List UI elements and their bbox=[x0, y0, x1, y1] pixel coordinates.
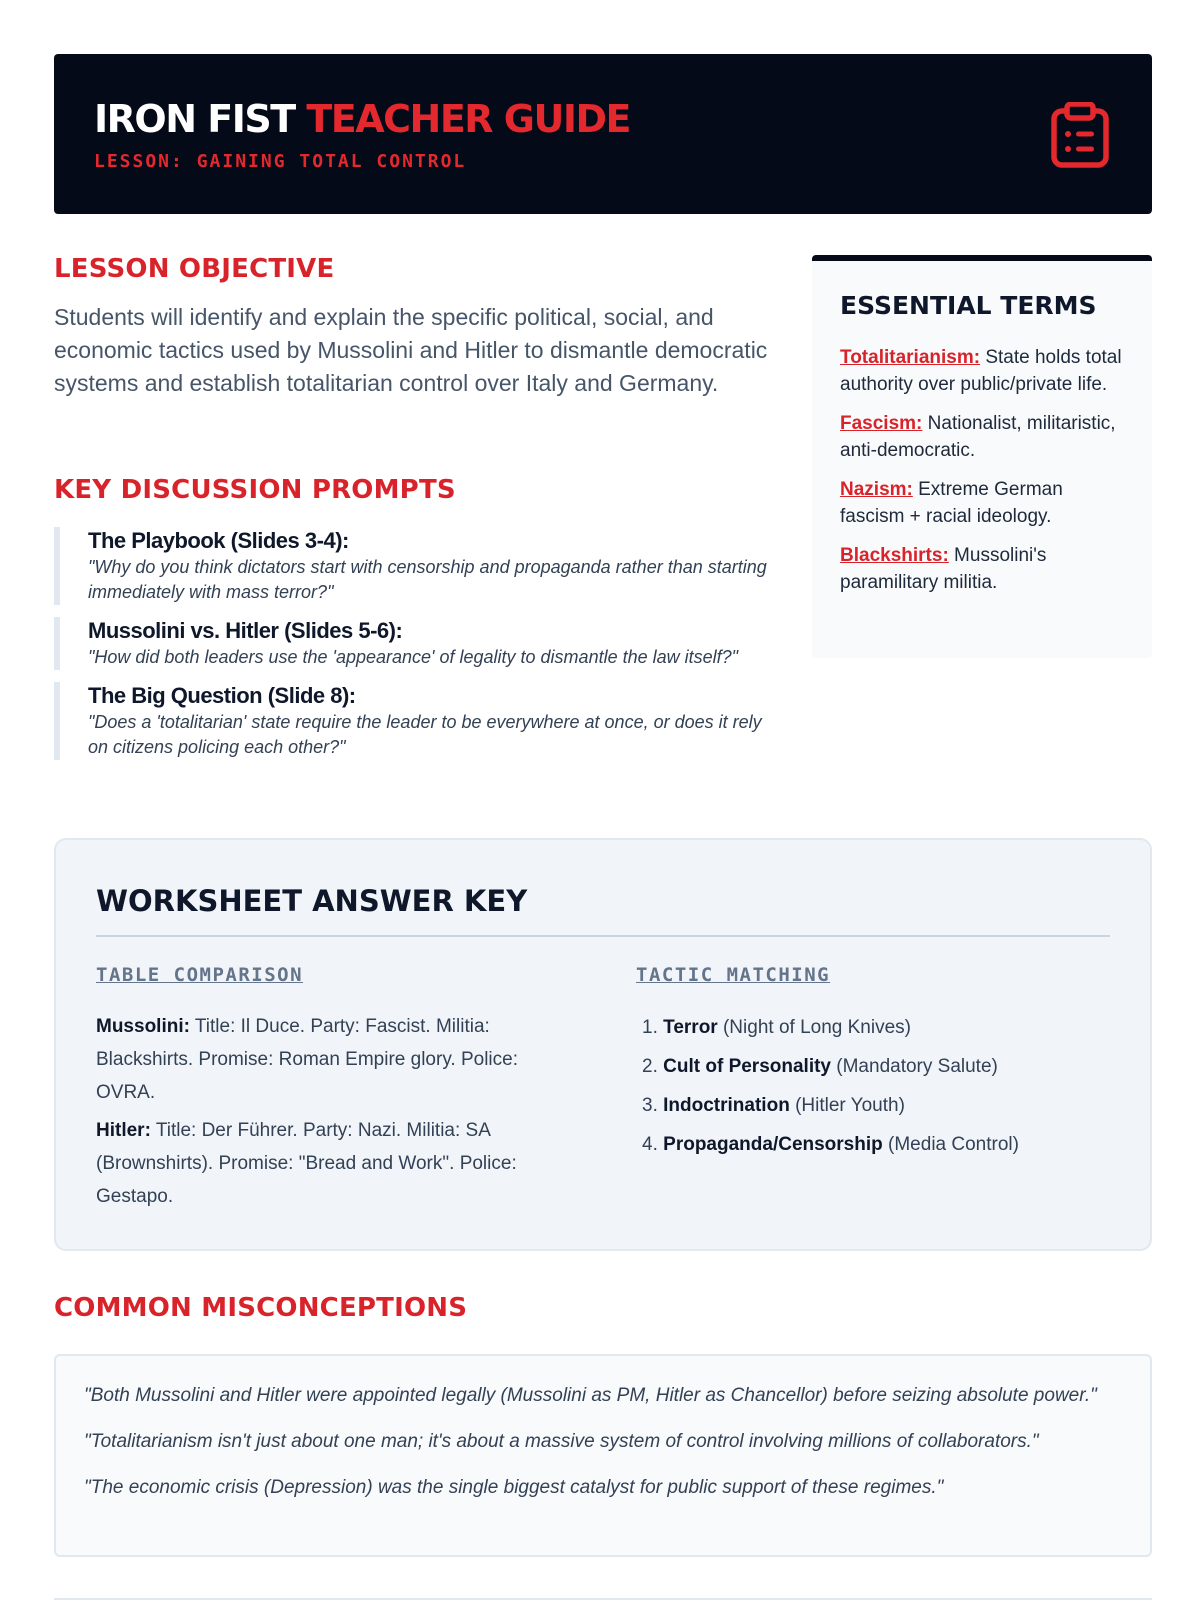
prompts-heading: KEY DISCUSSION PROMPTS bbox=[54, 475, 456, 505]
term-item bbox=[840, 410, 1124, 464]
tactic-matching-label: TACTIC MATCHING bbox=[636, 964, 831, 986]
essential-terms-card bbox=[812, 255, 1152, 658]
matching-number: 4. bbox=[642, 1134, 658, 1155]
prompt-item bbox=[54, 617, 774, 670]
term-item bbox=[840, 344, 1124, 398]
comparison-row bbox=[96, 1010, 556, 1109]
title-main: IRON FIST bbox=[94, 97, 307, 141]
misconceptions-card bbox=[54, 1354, 1152, 1557]
table-comparison bbox=[96, 1010, 556, 1218]
table-comparison-label: TABLE COMPARISON bbox=[96, 964, 304, 986]
header-banner bbox=[54, 54, 1152, 214]
answer-key-divider bbox=[96, 935, 1110, 937]
matching-number: 2. bbox=[642, 1056, 658, 1077]
matching-tactic: Terror bbox=[663, 1017, 718, 1038]
misconception-quote: "Both Mussolini and Hitler were appointed legally (Mussolini as PM, Hitler as Chancellor) before seizing absolute power." bbox=[84, 1385, 1097, 1406]
term-name: Nazism: bbox=[840, 479, 913, 500]
title-accent: TEACHER GUIDE bbox=[306, 97, 630, 141]
matching-example: (Media Control) bbox=[882, 1134, 1019, 1155]
objective-heading: LESSON OBJECTIVE bbox=[54, 254, 335, 284]
misconception-quote: "The economic crisis (Depression) was the single biggest catalyst for public support of these regimes." bbox=[84, 1477, 944, 1498]
term-definition: Extreme German fascism + racial ideology. bbox=[840, 479, 1063, 527]
terms-heading: ESSENTIAL TERMS bbox=[840, 291, 1097, 320]
comparison-text: Title: Il Duce. Party: Fascist. Militia: Blackshirts. Promise: Roman Empire glory. Police: OVRA. bbox=[96, 1016, 518, 1103]
matching-item bbox=[636, 1125, 1096, 1164]
prompt-title: The Playbook (Slides 3-4): bbox=[88, 528, 349, 553]
matching-example: (Night of Long Knives) bbox=[717, 1017, 911, 1038]
matching-example: (Hitler Youth) bbox=[789, 1095, 905, 1116]
prompt-quote: "Why do you think dictators start with censorship and propaganda rather than starting immediately with mass terror?" bbox=[88, 557, 767, 602]
prompt-item bbox=[54, 682, 774, 760]
clipboard-list-icon bbox=[1049, 102, 1111, 168]
matching-item bbox=[636, 1086, 1096, 1125]
objective-text: Students will identify and explain the specific political, social, and economic tactics used by Mussolini and Hitler to dismantle democratic systems and establish totalitarian control over Italy and Germany. bbox=[54, 304, 768, 396]
answer-key-heading: WORKSHEET ANSWER KEY bbox=[96, 884, 528, 918]
term-item bbox=[840, 542, 1124, 596]
term-item bbox=[840, 476, 1124, 530]
prompt-quote: "Does a 'totalitarian' state require the leader to be everywhere at once, or does it rely on citizens policing each other?" bbox=[88, 712, 762, 757]
term-name: Totalitarianism: bbox=[840, 347, 981, 368]
matching-number: 3. bbox=[642, 1095, 658, 1116]
comparison-leader: Hitler: bbox=[96, 1120, 151, 1141]
comparison-leader: Mussolini: bbox=[96, 1016, 190, 1037]
answer-key-card bbox=[54, 838, 1152, 1251]
matching-item bbox=[636, 1047, 1096, 1086]
matching-example: (Mandatory Salute) bbox=[831, 1056, 998, 1077]
prompt-quote: "How did both leaders use the 'appearance' of legality to dismantle the law itself?" bbox=[88, 647, 739, 667]
term-name: Fascism: bbox=[840, 413, 923, 434]
discussion-prompts bbox=[54, 527, 774, 772]
term-definition: State holds total authority over public/private life. bbox=[840, 347, 1122, 395]
prompt-title: Mussolini vs. Hitler (Slides 5-6): bbox=[88, 618, 403, 643]
prompt-item bbox=[54, 527, 774, 605]
comparison-row bbox=[96, 1114, 556, 1213]
matching-tactic: Cult of Personality bbox=[663, 1056, 831, 1077]
matching-number: 1. bbox=[642, 1017, 658, 1038]
lesson-subtitle: LESSON: GAINING TOTAL CONTROL bbox=[94, 151, 467, 172]
comparison-text: Title: Der Führer. Party: Nazi. Militia: SA (Brownshirts). Promise: "Bread and Work". Police: Gestapo. bbox=[96, 1120, 517, 1207]
term-definition: Mussolini's paramilitary militia. bbox=[840, 545, 1047, 593]
matching-item bbox=[636, 1008, 1096, 1047]
misconceptions-heading: COMMON MISCONCEPTIONS bbox=[54, 1293, 468, 1323]
prompt-title: The Big Question (Slide 8): bbox=[88, 683, 356, 708]
matching-tactic: Indoctrination bbox=[663, 1095, 790, 1116]
page-title bbox=[94, 96, 630, 142]
term-definition: Nationalist, militaristic, anti-democratic. bbox=[840, 413, 1116, 461]
term-name: Blackshirts: bbox=[840, 545, 949, 566]
misconception-quote: "Totalitarianism isn't just about one man; it's about a massive system of control involving millions of collaborators." bbox=[84, 1431, 1039, 1452]
matching-tactic: Propaganda/Censorship bbox=[663, 1134, 883, 1155]
tactic-matching-list bbox=[636, 1008, 1096, 1164]
